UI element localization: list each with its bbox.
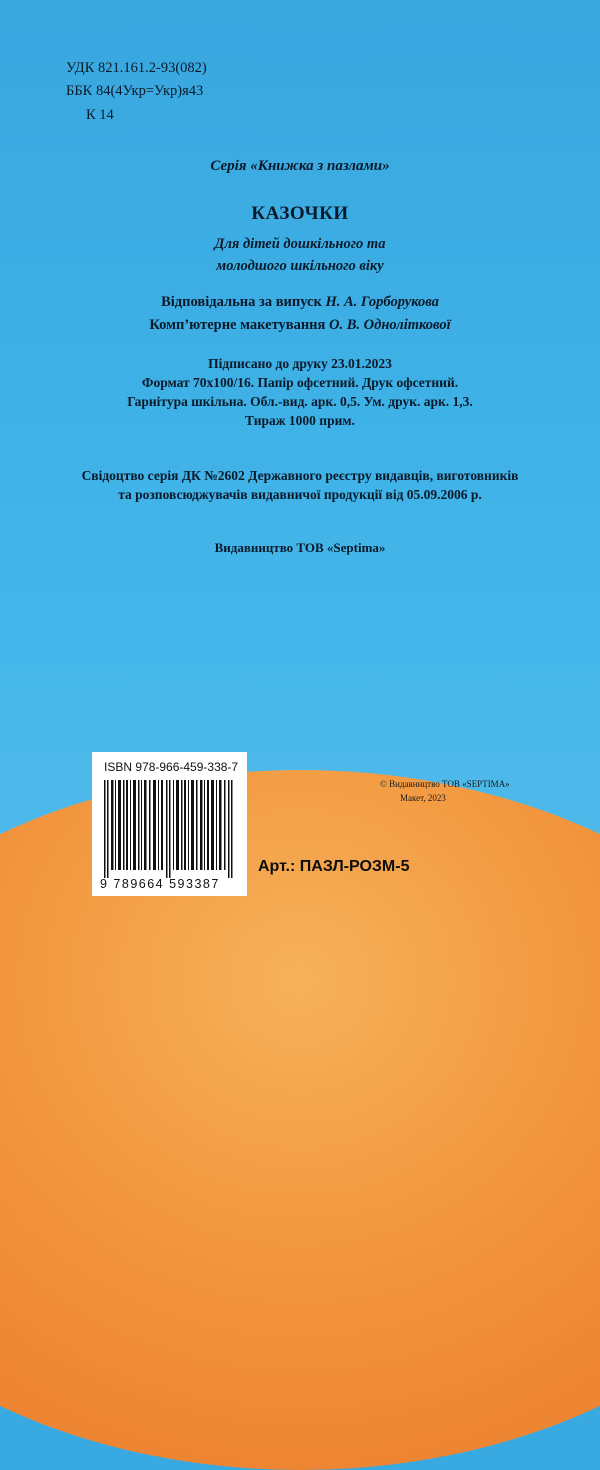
signed-date: Підписано до друку 23.01.2023 [208,356,392,371]
layout-name: О. В. Однолiткової [329,317,451,333]
responsible-line [0,294,600,311]
barcode-box [92,752,247,896]
barcode-bars [104,780,236,878]
responsible-name: Н. А. Горборукова [325,294,439,310]
publisher-line: Видавництво ТОВ «Septima» [214,540,386,555]
barcode-digits: 9 789664 593387 [100,877,220,891]
certificate-line-2: та розповсюджувачів видавничої продукції від 05.09.2006 р. [118,487,482,502]
layout-line [0,317,600,334]
typeface-line: Гарнітура шкільна. Обл.-вид. арк. 0,5. Ум. друк. арк. 1,3. [127,394,473,409]
book-title: КАЗОЧКИ [251,203,349,224]
layout-label: Комп’ютерне макетування [149,317,326,333]
format-line: Формат 70х100/16. Папір офсетний. Друк офсетний. [141,375,459,390]
print-run: Тираж 1000 прим. [245,413,355,428]
responsible-label: Відповідальна за випуск [161,294,322,310]
udk-code: УДК 821.161.2-93(082) [66,60,207,76]
bbk-code: ББК 84(4Укр=Укр)я43 [66,83,204,99]
certificate-line-1: Свідоцтво серія ДК №2602 Державного реєстру видавців, виготовників [81,468,519,483]
isbn-text: ISBN 978-966-459-338-7 [104,760,239,774]
k-code: К 14 [86,107,114,123]
audience-line-1: Для дітей дошкільного та [214,236,386,252]
maket-line: Макет, 2023 [400,793,446,803]
audience-line-2: молодшого шкільного віку [216,258,384,274]
copyright-line: © Видавництво ТОВ «SEPTIMA» [380,779,510,789]
series-line: Серія «Книжка з пазлами» [210,158,390,174]
article-code: Арт.: ПАЗЛ-РОЗМ-5 [258,858,410,875]
